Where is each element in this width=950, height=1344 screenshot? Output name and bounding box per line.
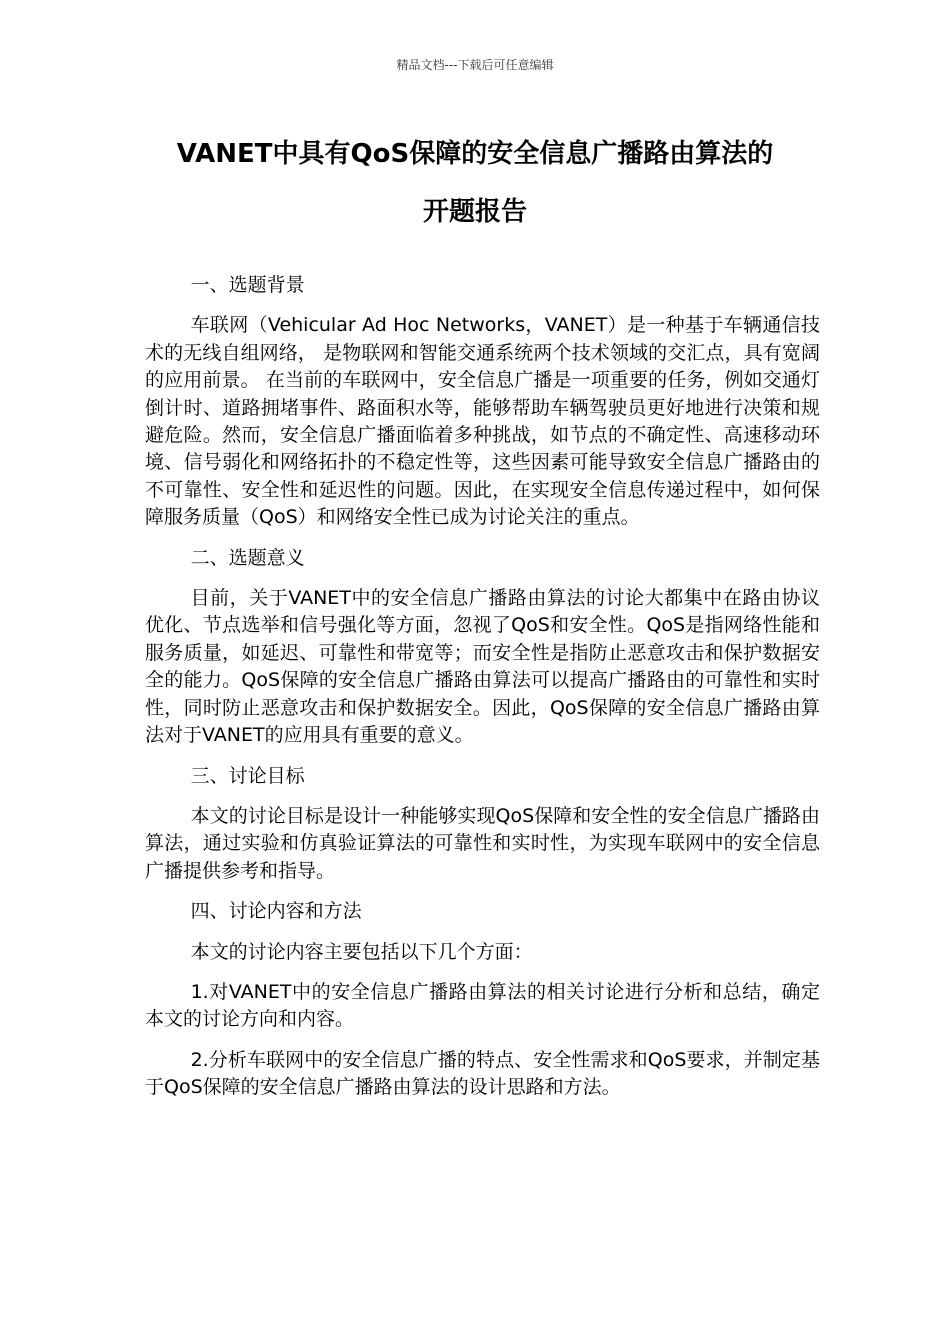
section-heading-background: 一、选题背景 (190, 274, 305, 296)
section-heading-content-methods: 四、讨论内容和方法 (190, 900, 362, 923)
paragraph-significance: 目前，关于VANET中的安全信息广播路由算法的讨论大都集中在路由协议优化、节点选举和信号强化等方面，忽视了QoS和安全性。QoS是指网络性能和服务质量，如延迟、可靠性和带宽等；而安全性是指防止恶意攻击和保护数据安全的能力。QoS保障的安全信息广播路由算法可以提高广播路由的可靠性和实时性，同时防止恶意攻击和保护数据安全。因此，QoS保障的安全信息广播路由算法对于VANET的应用具有重要的意义。 (145, 587, 820, 747)
list-item-1: 1.对VANET中的安全信息广播路由算法的相关讨论进行分析和总结，确定本文的讨论方向和内容。 (145, 980, 820, 1031)
paragraph-content-intro: 本文的讨论内容主要包括以下几个方面： (190, 940, 533, 963)
section-heading-objectives: 三、讨论目标 (190, 764, 305, 787)
section-heading-significance: 二、选题意义 (190, 546, 305, 569)
list-item-2: 2.分析车联网中的安全信息广播的特点、安全性需求和QoS要求，并制定基于QoS保障的安全信息广播路由算法的设计思路和方法。 (145, 1048, 820, 1099)
paragraph-background: 车联网（Vehicular Ad Hoc Networks，VANET）是一种基于车辆通信技术的无线自组网络， 是物联网和智能交通系统两个技术领域的交汇点，具有宽阔的应用前景。 在当前的车联网中，安全信息广播是一项重要的任务，例如交通灯倒计时、道路拥堵事件、路面积水等，能够帮助车辆驾驶员更好地进行决策和规避危险。然而，安全信息广播面临着多种挑战，如节点的不确定性、高速移动环境、信号弱化和网络拓扑的不稳定性等，这些因素可能导致安全信息广播路由的不可靠性、安全性和延迟性的问题。因此，在实现安全信息传递过程中，如何保障服务质量（QoS）和网络安全性已成为讨论关注的重点。 (145, 314, 820, 529)
header-note: 精品文档---下载后可任意编辑 (396, 58, 554, 72)
document-body (145, 272, 820, 1115)
document-title-line-2: 开题报告 (422, 197, 527, 227)
document-title-line-1: VANET中具有QoS保障的安全信息广播路由算法的 (176, 139, 774, 169)
paragraph-objectives: 本文的讨论目标是设计一种能够实现QoS保障和安全性的安全信息广播路由算法，通过实验和仿真验证算法的可靠性和实时性，为实现车联网中的安全信息广播提供参考和指导。 (145, 804, 820, 882)
